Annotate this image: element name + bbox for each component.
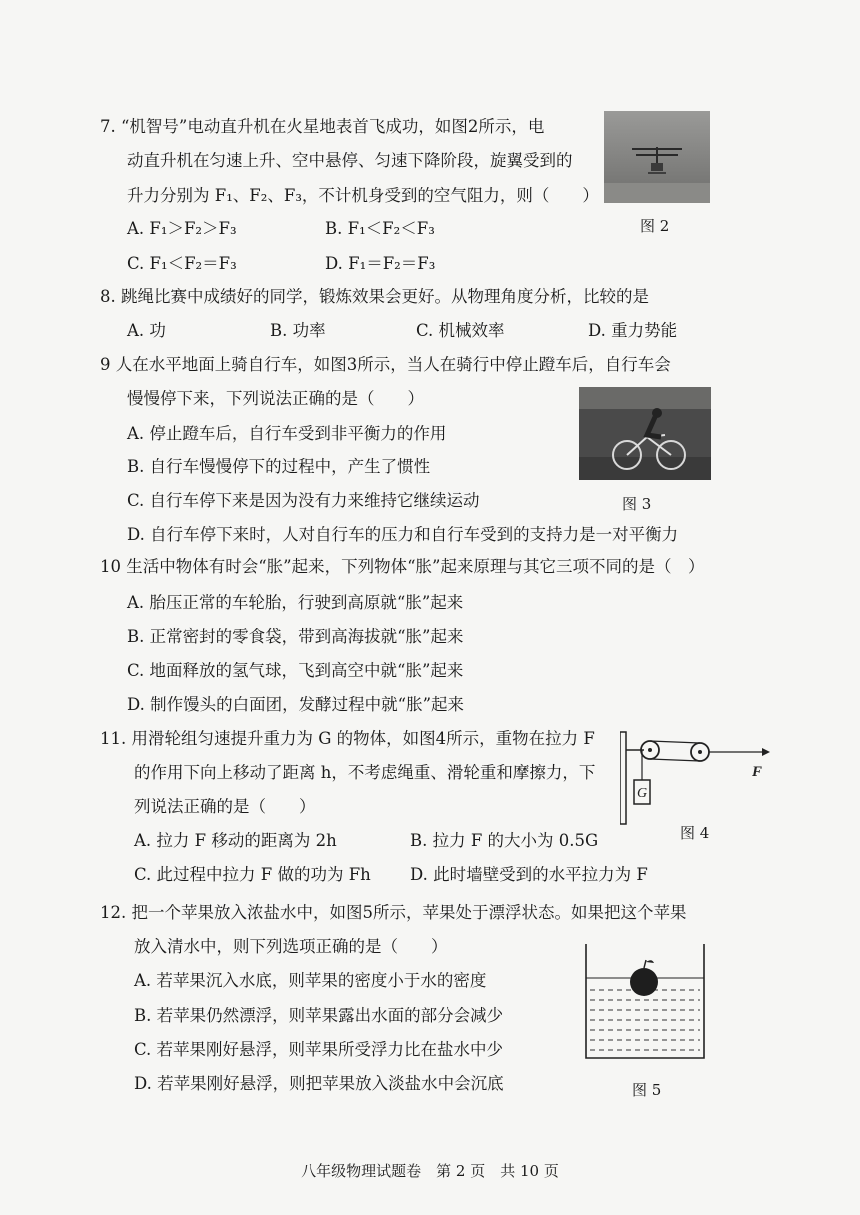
q12-option-c: C. 若苹果刚好悬浮，则苹果所受浮力比在盐水中少 — [134, 1040, 504, 1059]
q12-option-a: A. 若苹果沉入水底，则苹果的密度小于水的密度 — [134, 971, 487, 990]
q7-option-b: B. F₁＜F₂＜F₃ — [325, 219, 435, 238]
figure-3-bicycle-photo — [579, 387, 711, 480]
q11-option-d: D. 此时墙壁受到的水平拉力为 F — [410, 865, 648, 884]
figure-5-apple-in-saltwater — [584, 944, 706, 1062]
figure-4-pulley-diagram — [620, 728, 770, 828]
q7-line-2: 动直升机在匀速上升、空中悬停、匀速下降阶段，旋翼受到的 — [127, 151, 573, 170]
q8-line-1: 8. 跳绳比赛中成绩好的同学，锻炼效果会更好。从物理角度分析，比较的是 — [100, 287, 649, 306]
q9-option-b: B. 自行车慢慢停下的过程中，产生了惯性 — [127, 457, 431, 476]
q9-line-2: 慢慢停下来，下列说法正确的是（ ） — [127, 389, 424, 408]
q11-option-a: A. 拉力 F 移动的距离为 2h — [134, 831, 337, 850]
figure-4-caption: 图 4 — [680, 824, 710, 842]
figure-4-weight-label: G — [637, 786, 648, 801]
figure-3-caption: 图 3 — [622, 495, 652, 513]
q7-option-d: D. F₁＝F₂＝F₃ — [325, 254, 436, 273]
q8-option-b: B. 功率 — [270, 321, 326, 340]
q11-option-c: C. 此过程中拉力 F 做的功为 Fh — [134, 865, 371, 884]
q10-option-c: C. 地面释放的氢气球，飞到高空中就“胀”起来 — [127, 661, 464, 680]
q12-option-b: B. 若苹果仍然漂浮，则苹果露出水面的部分会减少 — [134, 1006, 504, 1025]
q9-line-1: 9 人在水平地面上骑自行车，如图3所示，当人在骑行中停止蹬车后，自行车会 — [100, 355, 671, 374]
figure-2-helicopter-photo — [604, 111, 710, 203]
q7-line-1: 7. “机智号”电动直升机在火星地表首飞成功，如图2所示，电 — [100, 117, 545, 136]
q10-option-a: A. 胎压正常的车轮胎，行驶到高原就“胀”起来 — [127, 593, 464, 612]
q7-option-a: A. F₁＞F₂＞F₃ — [127, 219, 237, 238]
figure-2-caption: 图 2 — [640, 217, 670, 235]
q11-line-2: 的作用下向上移动了距离 h，不考虑绳重、滑轮重和摩擦力，下 — [134, 763, 596, 782]
q10-option-d: D. 制作馒头的白面团，发酵过程中就“胀”起来 — [127, 695, 465, 714]
q8-option-c: C. 机械效率 — [416, 321, 505, 340]
figure-4-force-label: F — [752, 764, 763, 780]
q7-line-3: 升力分别为 F₁、F₂、F₃，不计机身受到的空气阻力，则（ ） — [127, 186, 599, 205]
q12-line-2: 放入清水中，则下列选项正确的是（ ） — [134, 937, 448, 956]
q11-line-1: 11. 用滑轮组匀速提升重力为 G 的物体，如图4所示，重物在拉力 F — [100, 729, 595, 748]
q11-option-b: B. 拉力 F 的大小为 0.5G — [410, 831, 599, 850]
figure-5-caption: 图 5 — [632, 1081, 662, 1099]
q8-option-d: D. 重力势能 — [588, 321, 678, 340]
q10-option-b: B. 正常密封的零食袋，带到高海拔就“胀”起来 — [127, 627, 464, 646]
q11-line-3: 列说法正确的是（ ） — [134, 797, 316, 816]
page-footer: 八年级物理试题卷 第 2 页 共 10 页 — [301, 1162, 559, 1180]
q9-option-d: D. 自行车停下来时，人对自行车的压力和自行车受到的支持力是一对平衡力 — [127, 525, 679, 544]
q9-option-a: A. 停止蹬车后，自行车受到非平衡力的作用 — [127, 424, 447, 443]
q7-option-c: C. F₁＜F₂＝F₃ — [127, 254, 237, 273]
q8-option-a: A. 功 — [127, 321, 166, 340]
q12-line-1: 12. 把一个苹果放入浓盐水中，如图5所示，苹果处于漂浮状态。如果把这个苹果 — [100, 903, 687, 922]
q10-line-1: 10 生活中物体有时会“胀”起来，下列物体“胀”起来原理与其它三项不同的是（ ） — [100, 557, 705, 576]
q12-option-d: D. 若苹果刚好悬浮，则把苹果放入淡盐水中会沉底 — [134, 1074, 504, 1093]
q9-option-c: C. 自行车停下来是因为没有力来维持它继续运动 — [127, 491, 480, 510]
